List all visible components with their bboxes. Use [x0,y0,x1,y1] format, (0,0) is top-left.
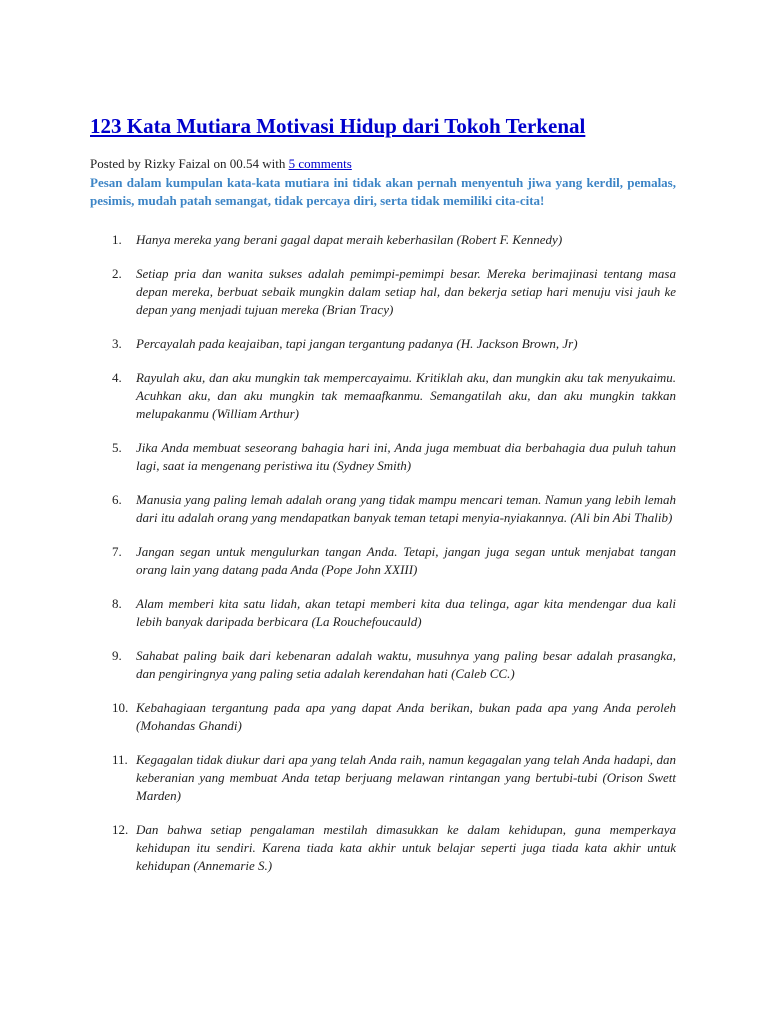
quote-text: Rayulah aku, dan aku mungkin tak mempercayaimu. Kritiklah aku, dan mungkin aku tak menyukaimu. Acuhkan aku, dan aku mungkin tak memaafkanmu. Semangatilah aku, dan aku mungkin takkan melupakanmu (William Arthur) [136,370,676,421]
quote-item [90,335,676,353]
quote-text: Jika Anda membuat seseorang bahagia hari ini, Anda juga membuat dia berbahagia dua puluh tahun lagi, saat ia mengenang peristiwa itu (Sydney Smith) [136,440,676,473]
post-time: 00.54 [229,156,259,171]
with-label: with [259,156,289,171]
quote-text: Setiap pria dan wanita sukses adalah pemimpi-pemimpi besar. Mereka berimajinasi tentang masa depan mereka, berbuat sebaik mungkin dalam setiap hal, dan bekerja setiap hari menuju visi jauh ke depan yang menjadi tujuan mereka (Brian Tracy) [136,266,676,317]
quote-text: Kegagalan tidak diukur dari apa yang telah Anda raih, namun kegagalan yang telah Anda hadapi, dan keberanian yang membuat Anda tetap berjuang melawan rintangan yang bertubi-tubi (Orison Swett Marden) [136,752,676,803]
quote-number: 9. [112,648,122,663]
quote-number: 3. [112,336,122,351]
quote-item [90,595,676,631]
quote-item [90,369,676,423]
quote-number: 12. [112,822,129,837]
quote-list [90,231,676,875]
blog-post [90,112,676,891]
quote-item [90,231,676,249]
post-intro: Pesan dalam kumpulan kata-kata mutiara ini tidak akan pernah menyentuh jiwa yang kerdil, pemalas, pesimis, mudah patah semangat, tidak percaya diri, serta tidak memiliki cita-cita! [90,175,676,208]
quote-number: 5. [112,440,122,455]
quote-number: 7. [112,544,122,559]
quote-item [90,543,676,579]
quote-item [90,439,676,475]
quote-text: Alam memberi kita satu lidah, akan tetapi memberi kita dua telinga, agar kita mendengar dua kali lebih banyak daripada berbicara (La Rouchefoucauld) [136,596,676,629]
quote-item [90,751,676,805]
quote-item [90,647,676,683]
quote-number: 11. [112,752,128,767]
comments-link[interactable]: 5 comments [288,156,352,171]
quote-number: 1. [112,232,122,247]
posted-by-label: Posted by [90,156,145,171]
post-title-link[interactable]: 123 Kata Mutiara Motivasi Hidup dari Tokoh Terkenal [90,114,586,138]
quote-item [90,265,676,319]
quote-text: Sahabat paling baik dari kebenaran adalah waktu, musuhnya yang paling besar adalah prasangka, dan pengiringnya yang paling setia adalah kerendahan hati (Caleb CC.) [136,648,676,681]
post-author: Rizky Faizal [144,156,211,171]
quote-number: 2. [112,266,122,281]
quote-number: 4. [112,370,122,385]
quote-text: Percayalah pada keajaiban, tapi jangan tergantung padanya (H. Jackson Brown, Jr) [136,336,578,351]
quote-item [90,699,676,735]
quote-text: Manusia yang paling lemah adalah orang yang tidak mampu mencari teman. Namun yang lebih lemah dari itu adalah orang yang mendapatkan banyak teman tetapi menyia-nyiakannya. (Ali bin Abi Thalib) [136,492,676,525]
quote-text: Hanya mereka yang berani gagal dapat meraih keberhasilan (Robert F. Kennedy) [136,232,563,247]
quote-number: 6. [112,492,122,507]
quote-item [90,491,676,527]
on-label: on [210,156,230,171]
post-meta [90,155,676,173]
quote-number: 10. [112,700,129,715]
quote-item [90,821,676,875]
quote-text: Dan bahwa setiap pengalaman mestilah dimasukkan ke dalam kehidupan, guna memperkaya kehidupan itu sendiri. Karena tiada kata akhir untuk belajar seperti juga tiada kata akhir untuk kehidupan (Annemarie S.) [136,822,676,873]
quote-text: Jangan segan untuk mengulurkan tangan Anda. Tetapi, jangan juga segan untuk menjabat tangan orang lain yang datang pada Anda (Pope John XXIII) [136,544,676,577]
quote-number: 8. [112,596,122,611]
quote-text: Kebahagiaan tergantung pada apa yang dapat Anda berikan, bukan pada apa yang Anda peroleh (Mohandas Ghandi) [136,700,676,733]
